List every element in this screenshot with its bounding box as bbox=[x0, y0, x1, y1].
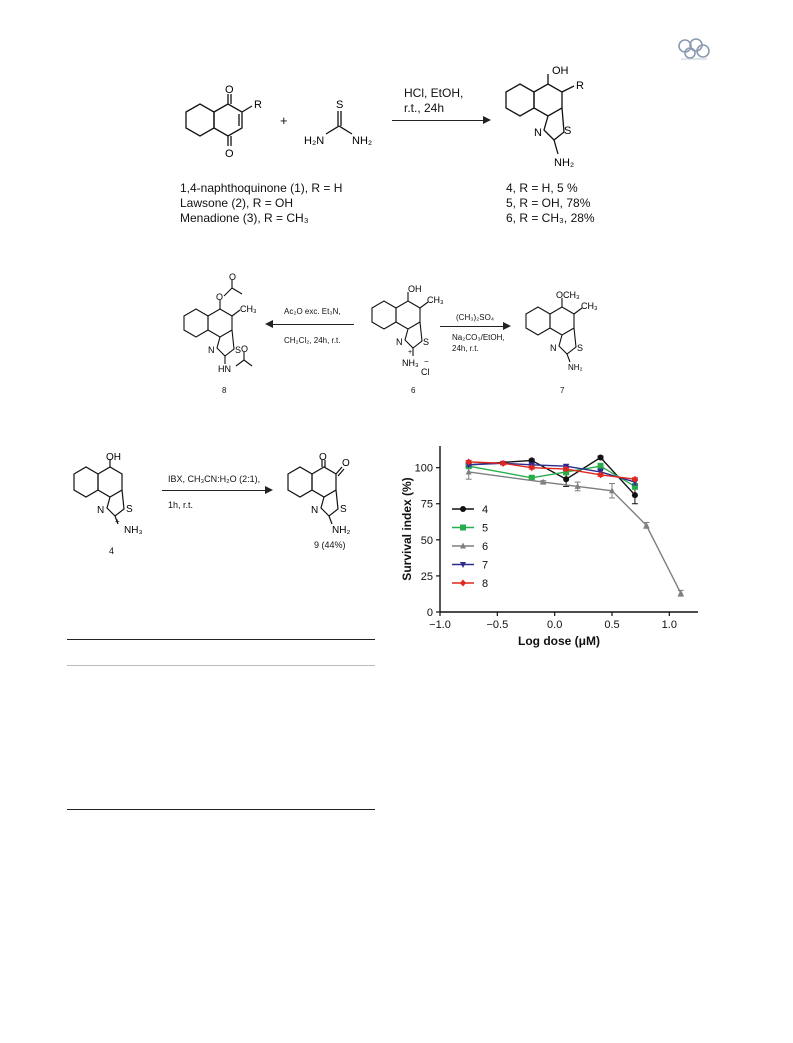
compound-8-n: N bbox=[208, 345, 215, 355]
compound-6-label: 6 bbox=[411, 386, 416, 395]
legend-4-marker bbox=[460, 506, 466, 512]
compound-9-nh2: NH₂ bbox=[332, 525, 351, 536]
methylation-condition-1: (CH₃)₂SO₄ bbox=[456, 313, 495, 322]
series-7-line bbox=[469, 463, 635, 482]
compound-7-s: S bbox=[577, 343, 584, 353]
legend-7-label: 7 bbox=[482, 559, 489, 572]
oxidation-condition-1: IBX, CH₃CN:H₂O (2:1), bbox=[168, 474, 261, 484]
product-r: R bbox=[576, 80, 584, 92]
scheme1-arrow bbox=[392, 120, 484, 121]
table-top-rule bbox=[67, 639, 375, 640]
y-tick-label: 50 bbox=[420, 534, 433, 547]
x-tick-label: −1.0 bbox=[429, 619, 451, 631]
y-tick-label: 100 bbox=[414, 462, 433, 475]
compound-9-o2: O bbox=[342, 458, 350, 469]
oxidation-arrow bbox=[162, 490, 266, 491]
product-list-2: 5, R = OH, 78% bbox=[506, 196, 591, 210]
compound-4-salt-structure bbox=[68, 452, 168, 538]
acetylation-condition-1: Ac₂O exc. Et₃N, bbox=[284, 307, 341, 316]
y-tick-label: 25 bbox=[420, 570, 433, 583]
methylation-arrow bbox=[440, 326, 504, 327]
compound-7-structure bbox=[520, 288, 605, 373]
naphthoquinone-structure bbox=[176, 84, 276, 168]
compound-4-label: 4 bbox=[109, 546, 115, 556]
compound-7-ch3: CH₃ bbox=[581, 301, 598, 311]
compound-9-n: N bbox=[311, 505, 319, 516]
compound-8-o2: O bbox=[229, 272, 237, 282]
compound-8-o1: O bbox=[216, 292, 224, 302]
compound-6-oh: OH bbox=[408, 284, 422, 294]
compound-4-s: S bbox=[126, 504, 133, 515]
compound-4-plus: + bbox=[115, 517, 120, 526]
x-tick-label: −0.5 bbox=[486, 619, 509, 631]
compound-6-s: S bbox=[423, 337, 430, 347]
compound-9-s: S bbox=[340, 504, 347, 515]
x-tick-label: 0.5 bbox=[604, 619, 620, 631]
compound-6-nh3: NH₃ bbox=[402, 358, 419, 368]
series-4-point bbox=[598, 455, 604, 461]
scheme1-arrowhead bbox=[483, 116, 491, 124]
thiourea-s: S bbox=[336, 99, 344, 111]
reactant-list-1: 1,4-naphthoquinone (1), R = H bbox=[180, 181, 343, 195]
journal-logo-icon bbox=[676, 37, 712, 61]
series-4-point bbox=[632, 492, 638, 498]
compound-9-o1: O bbox=[319, 452, 327, 463]
compound-8-s: S bbox=[235, 345, 242, 355]
product-oh: OH bbox=[552, 65, 569, 77]
oxidation-condition-2: 1h, r.t. bbox=[168, 500, 194, 510]
compound-7-n: N bbox=[550, 343, 557, 353]
acetylation-condition-2: CH₂Cl₂, 24h, r.t. bbox=[284, 336, 341, 345]
compound-6-ch3: CH₃ bbox=[427, 295, 444, 305]
series-5-point bbox=[598, 463, 604, 469]
legend-5-marker bbox=[460, 525, 466, 531]
table-header-rule bbox=[67, 665, 375, 666]
x-tick-label: 0.0 bbox=[547, 619, 563, 631]
naphthothiazole-product-structure bbox=[496, 62, 606, 177]
compound-6-minus: − bbox=[424, 357, 429, 366]
x-tick-label: 1.0 bbox=[661, 619, 677, 631]
compound-8-label: 8 bbox=[222, 386, 227, 395]
compound-6-plus: + bbox=[408, 349, 413, 356]
compound-6-cl: Cl bbox=[421, 367, 430, 377]
acetylation-arrow bbox=[272, 324, 354, 325]
series-6-point bbox=[466, 468, 472, 474]
scheme1-condition-1: HCl, EtOH, bbox=[404, 86, 464, 100]
compound-7-label: 7 bbox=[560, 386, 565, 395]
product-list-1: 4, R = H, 5 % bbox=[506, 181, 578, 195]
thiourea-structure bbox=[300, 96, 380, 156]
methylation-condition-3: 24h, r.t. bbox=[452, 344, 479, 353]
quinone-r: R bbox=[254, 99, 262, 111]
product-n: N bbox=[534, 127, 542, 139]
compound-6-n: N bbox=[396, 337, 403, 347]
quinone-o-top: O bbox=[225, 84, 234, 96]
compound-9-structure bbox=[282, 452, 382, 538]
plus-sign: + bbox=[280, 113, 288, 128]
series-6-line bbox=[469, 472, 681, 593]
compound-8-o3: O bbox=[241, 344, 249, 354]
y-tick-label: 0 bbox=[426, 607, 433, 619]
thiourea-nh2-right: NH₂ bbox=[352, 135, 373, 147]
compound-8-structure bbox=[178, 272, 273, 376]
compound-7-nh2: NH₂ bbox=[568, 363, 583, 372]
oxidation-arrowhead bbox=[265, 486, 273, 494]
compound-9-label: 9 (44%) bbox=[314, 540, 346, 550]
compound-8-ch3: CH₃ bbox=[240, 304, 257, 314]
legend-8-marker bbox=[460, 580, 466, 587]
product-list-3: 6, R = CH₃, 28% bbox=[506, 211, 595, 225]
series-4-point bbox=[563, 476, 569, 482]
legend-4-label: 4 bbox=[482, 504, 489, 516]
quinone-o-bottom: O bbox=[225, 148, 234, 160]
legend-8-label: 8 bbox=[482, 578, 489, 590]
thiourea-nh2-left: H₂N bbox=[304, 135, 325, 147]
compound-8-hn: HN bbox=[218, 364, 231, 374]
reactant-list-2: Lawsone (2), R = OH bbox=[180, 196, 294, 210]
product-nh2: NH₂ bbox=[554, 157, 575, 169]
compound-4-oh: OH bbox=[106, 452, 121, 463]
methylation-condition-2: Na₂CO₃/EtOH, bbox=[452, 333, 505, 342]
reactant-list-3: Menadione (3), R = CH₃ bbox=[180, 211, 309, 225]
compound-4-n: N bbox=[97, 505, 105, 516]
scheme1-condition-2: r.t., 24h bbox=[404, 101, 445, 115]
acetylation-arrowhead bbox=[265, 320, 273, 328]
product-s: S bbox=[564, 125, 572, 137]
legend-6-label: 6 bbox=[482, 541, 489, 553]
methylation-arrowhead bbox=[503, 322, 511, 330]
compound-6-salt-structure bbox=[366, 282, 446, 382]
compound-7-och3: OCH₃ bbox=[556, 290, 580, 300]
survival-index-chart bbox=[398, 438, 708, 653]
y-tick-label: 75 bbox=[420, 498, 433, 511]
legend-5-label: 5 bbox=[482, 522, 489, 535]
compound-4-nh3: NH₃ bbox=[124, 525, 143, 536]
y-axis-label: Survival index (%) bbox=[400, 477, 414, 581]
x-axis-label: Log dose (μM) bbox=[518, 634, 600, 648]
table-bottom-rule bbox=[67, 809, 375, 810]
